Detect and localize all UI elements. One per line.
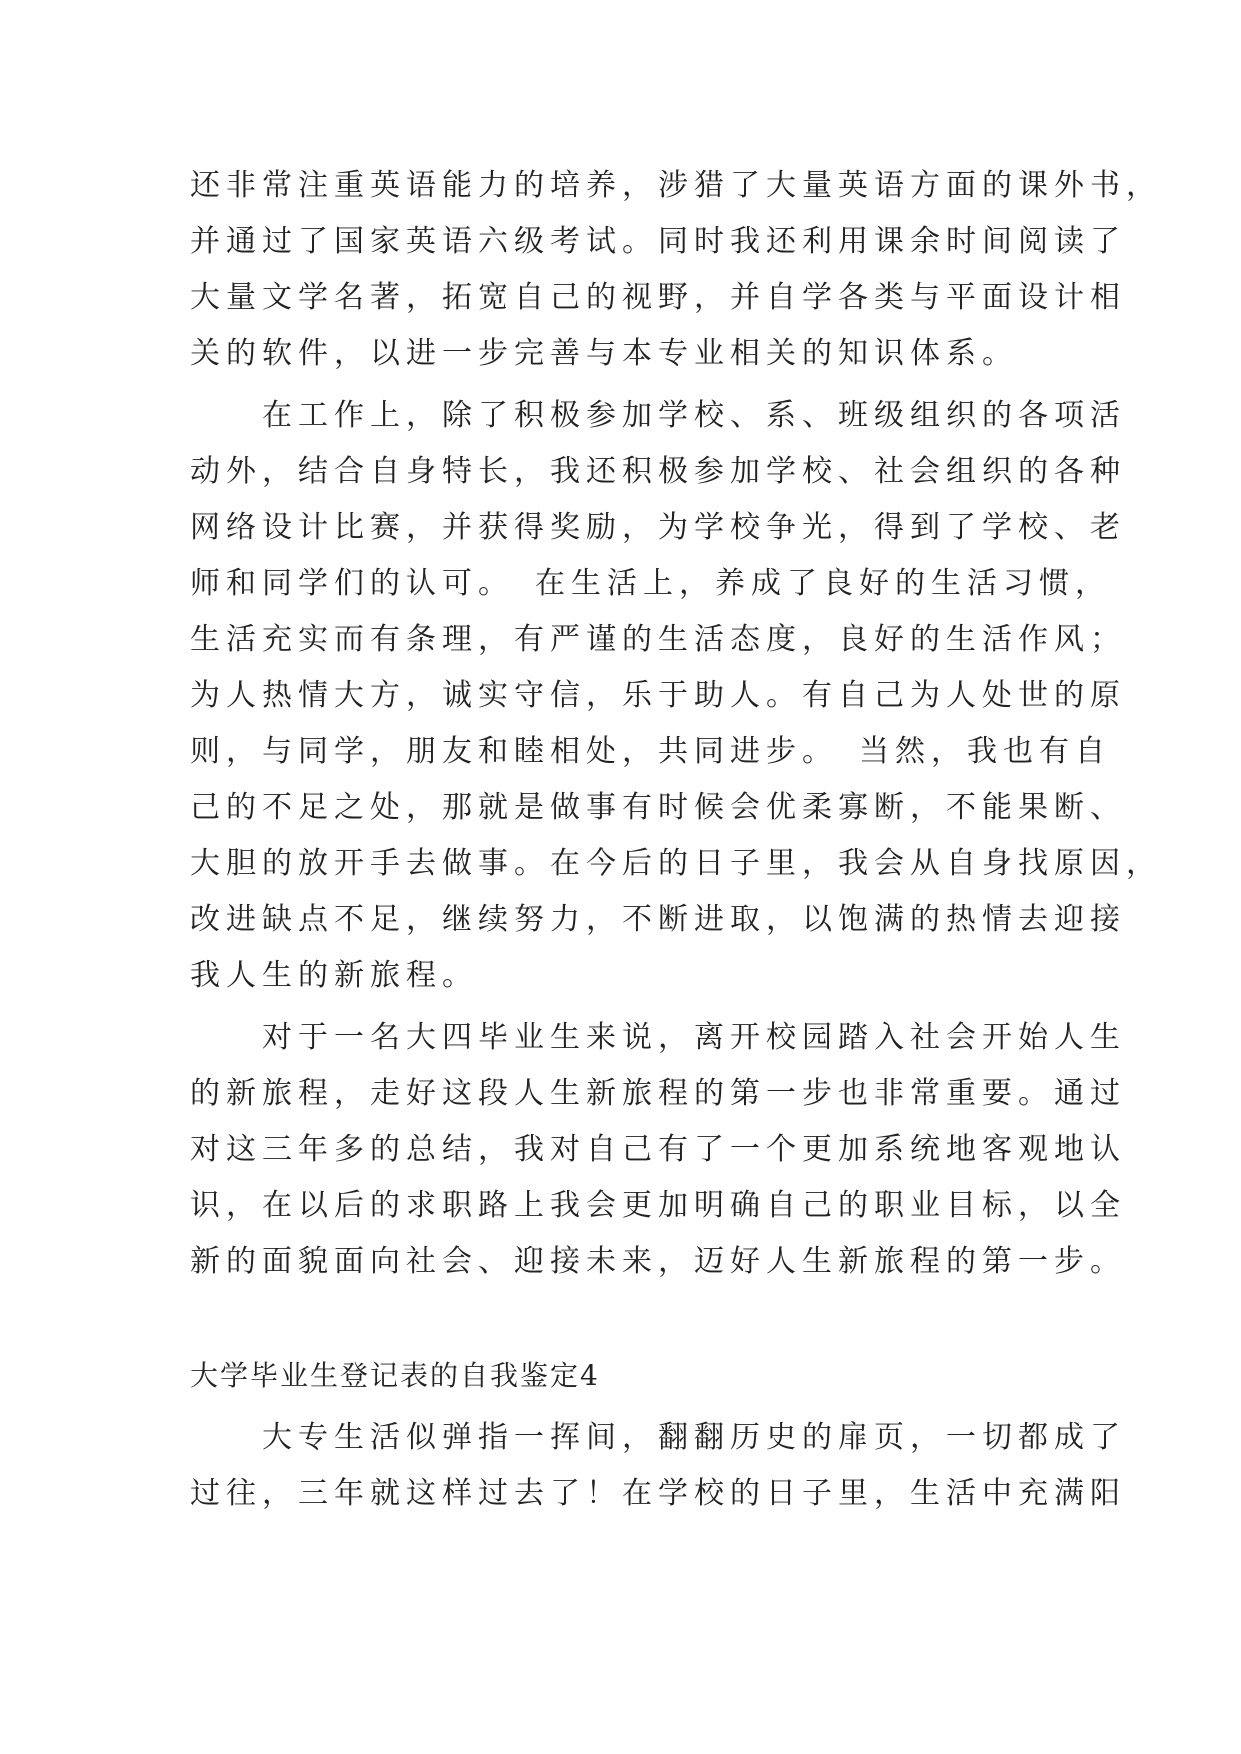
text-line: 大量文学名著，拓宽自己的视野，并自学各类与平面设计相 — [190, 280, 1126, 315]
text-line: 还非常注重英语能力的培养，涉猎了大量英语方面的课外书， — [190, 168, 1162, 203]
text-line: 对这三年多的总结，我对自己有了一个更加系统地客观地认 — [190, 1132, 1126, 1167]
text-line: 过往，三年就这样过去了！在学校的日子里，生活中充满阳 — [190, 1476, 1126, 1511]
section-heading: 大学毕业生登记表的自我鉴定4 — [190, 1359, 600, 1392]
text-line: 我人生的新旅程。 — [190, 958, 478, 993]
text-line: 师和同学们的认可。 在生活上，养成了良好的生活习惯， — [190, 566, 1111, 601]
text-line: 大胆的放开手去做事。在今后的日子里，我会从自身找原因， — [190, 846, 1162, 881]
text-line: 生活充实而有条理，有严谨的生活态度，良好的生活作风； — [190, 622, 1126, 657]
text-line: 关的软件，以进一步完善与本专业相关的知识体系。 — [190, 336, 1018, 371]
text-line: 在工作上，除了积极参加学校、系、班级组织的各项活 — [190, 398, 1126, 433]
text-line: 并通过了国家英语六级考试。同时我还利用课余时间阅读了 — [190, 224, 1126, 259]
text-line: 的新旅程，走好这段人生新旅程的第一步也非常重要。通过 — [190, 1076, 1126, 1111]
text-line: 对于一名大四毕业生来说，离开校园踏入社会开始人生 — [190, 1020, 1126, 1055]
text-line: 己的不足之处，那就是做事有时候会优柔寡断，不能果断、 — [190, 790, 1126, 825]
text-line: 识，在以后的求职路上我会更加明确自己的职业目标，以全 — [190, 1188, 1126, 1223]
text-line: 新的面貌面向社会、迎接未来，迈好人生新旅程的第一步。 — [190, 1244, 1126, 1279]
text-line: 网络设计比赛，并获得奖励，为学校争光，得到了学校、老 — [190, 510, 1126, 545]
text-line: 大专生活似弹指一挥间，翻翻历史的扉页，一切都成了 — [190, 1420, 1126, 1455]
text-line: 则，与同学，朋友和睦相处，共同进步。 当然，我也有自 — [190, 734, 1111, 769]
text-line: 动外，结合自身特长，我还积极参加学校、社会组织的各种 — [190, 454, 1126, 489]
text-line: 为人热情大方，诚实守信，乐于助人。有自己为人处世的原 — [190, 678, 1126, 713]
text-line: 改进缺点不足，继续努力，不断进取，以饱满的热情去迎接 — [190, 902, 1126, 937]
